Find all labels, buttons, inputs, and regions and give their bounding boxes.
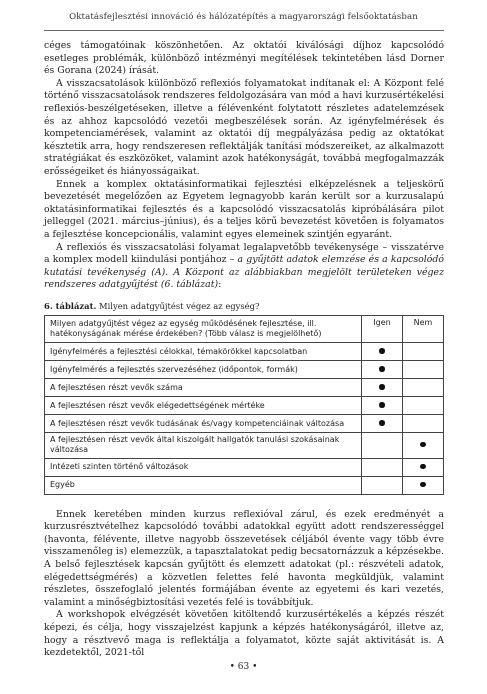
cell-no [403, 379, 444, 397]
filled-dot-icon [420, 442, 425, 447]
cell-no [403, 361, 444, 379]
table-caption [44, 301, 444, 312]
cell-yes [362, 361, 403, 379]
paragraph-5: Ennek keretében minden kurzus reflexióval zárul, és ezek eredményét a kurzusrésztvételhez kapcsolódó további adatokkal együtt adott rendszerességgel (havonta, félévente, illetve nagyobb összevetések céljából évente vagy több évre visszamenőleg is) elemezzük, a tapasztalatokat pedig becsatornázzuk a képzésekbe. A belső fejlesztések kapcsán gyűjtött és elemzett adatokat (pl.: részvételi adatok, elégedettségmérés) a közvetlen felettes felé havonta megküldjük, valamint részletes, összefoglaló jelentés formájában évente az egyetemi és kari vezetés, valamint a minőségbiztosítási vezetés felé is továbbítjuk. [44, 508, 444, 608]
table-body [45, 343, 444, 494]
cell-yes [362, 343, 403, 361]
table-row [45, 433, 444, 458]
row-label: Igényfelmérés a fejlesztés szervezéséhez (időpontok, formák) [45, 361, 362, 379]
filled-dot-icon [379, 366, 384, 371]
column-header-yes: Igen [362, 315, 403, 342]
table-row [45, 458, 444, 476]
cell-yes [362, 433, 403, 458]
page-number: • 63 • [229, 662, 258, 672]
paragraph-6: A workshopok elvégzését követően kitöltendő kurzusértékelés a képzés részét képezi, és célja, hogy visszajelzést kapjunk a képzés hatékonyságáról, illetve az, hogy a résztvevő maga is reflektálja a folyamatot, közte saját aktivitását is. A kezdetektől, 2021-től [44, 609, 444, 659]
paragraph-3: Ennek a komplex oktatásinformatikai fejlesztési elképzelésnek a teljeskörű bevezetését megelőzően az Egyetem legnagyobb karán került sor a kurzusalapú oktatásinformatikai fejlesztés és a kapcsolódó visszacsatolás kipróbálására pilot jelleggel (2021. március–június), és a teljes körű bevezetést követően is folyamatos a fejlesztése koncepcionális, valamint egyes elemeinek szintjén egyaránt. [44, 178, 444, 240]
table-row [45, 476, 444, 494]
paragraph-4-end: : [218, 279, 222, 291]
paragraph-4 [44, 242, 444, 292]
table-row [45, 361, 444, 379]
filled-dot-icon [379, 402, 384, 407]
cell-no [403, 343, 444, 361]
header-rule [44, 30, 444, 31]
paragraph-4-text: A reflexiós és visszacsatolási folyamat legalapvetőbb tevékenysége – visszatérve a komplex modell kiindulási pontjához – [44, 241, 444, 266]
column-header-no: Nem [403, 315, 444, 342]
row-label: A fejlesztésen részt vevők tudásának és/vagy kompetenciáinak változása [45, 415, 362, 433]
table-row [45, 379, 444, 397]
paragraph-1: céges támogatóinak köszönhetően. Az oktatói kiválósági díjhoz kapcsolódó esetleges problémák, különböző intézményi megítélések tekintetében lásd Dorner és Gorana (2024) írását. [44, 40, 444, 77]
cell-yes [362, 397, 403, 415]
row-label: Igényfelmérés a fejlesztési célokkal, témakörökkel kapcsolatban [45, 343, 362, 361]
filled-dot-icon [379, 384, 384, 389]
table-caption-text: Milyen adatgyűjtést végez az egység? [96, 300, 260, 311]
cell-yes [362, 476, 403, 494]
table-row [45, 343, 444, 361]
row-label: A fejlesztésen részt vevők elégedettségének mértéke [45, 397, 362, 415]
row-label: A fejlesztésen részt vevők száma [45, 379, 362, 397]
cell-yes [362, 415, 403, 433]
running-header: Oktatásfejlesztési innováció és hálózatépítés a magyarországi felsőoktatásban [69, 12, 418, 22]
data-collection-table [44, 315, 444, 495]
filled-dot-icon [420, 464, 425, 469]
cell-no [403, 397, 444, 415]
row-label: Egyéb [45, 476, 362, 494]
row-label: Intézeti szinten történő változások [45, 458, 362, 476]
table-caption-label: 6. táblázat. [44, 300, 97, 311]
filled-dot-icon [420, 482, 425, 487]
cell-yes [362, 379, 403, 397]
cell-no [403, 476, 444, 494]
filled-dot-icon [379, 348, 384, 353]
paragraph-2: A visszacsatolások különböző reflexiós folyamatokat indítanak el: A Központ felé történő visszacsatolások rendszeres feldolgozására van mód a havi kurzusértékelési reflexiós-beszélgetéseken, illetve a félévenként folytatott részletes adatelemzések és az ahhoz kapcsolódó vezetői megbeszélések során. Az igényfelmérések és kompetenciamérések, valamint az oktatói díj megpályázása pedig az oktatókat késztetik arra, hogy rendszeresen reflektálják tanítási módszereiket, az alkalmazott stratégiákat és eszközöket, valamint azok hatékonyságát, továbbá megfogalmazzák erősségeiket és hiányosságaikat. [44, 77, 444, 177]
filled-dot-icon [379, 420, 384, 425]
table-row [45, 397, 444, 415]
row-label: A fejlesztésen részt vevők által kiszolgált hallgatók tanulási szokásainak változása [45, 433, 362, 458]
table-row [45, 415, 444, 433]
table-question: Milyen adatgyűjtést végez az egység működésének fejlesztése, ill. hatékonyságának mérése érdekében? (Több válasz is megjelölhető) [45, 315, 362, 342]
cell-yes [362, 458, 403, 476]
cell-no [403, 433, 444, 458]
paragraph-4-italic: a gyűjtött adatok elemzése és a kapcsolódó kutatási tevékenység (A). A Központ az alábbiakban megjelölt területeken végez rendszeres adatgyűjtést (6. táblázat) [44, 254, 444, 291]
cell-no [403, 415, 444, 433]
cell-no [403, 458, 444, 476]
page-body [44, 40, 444, 660]
